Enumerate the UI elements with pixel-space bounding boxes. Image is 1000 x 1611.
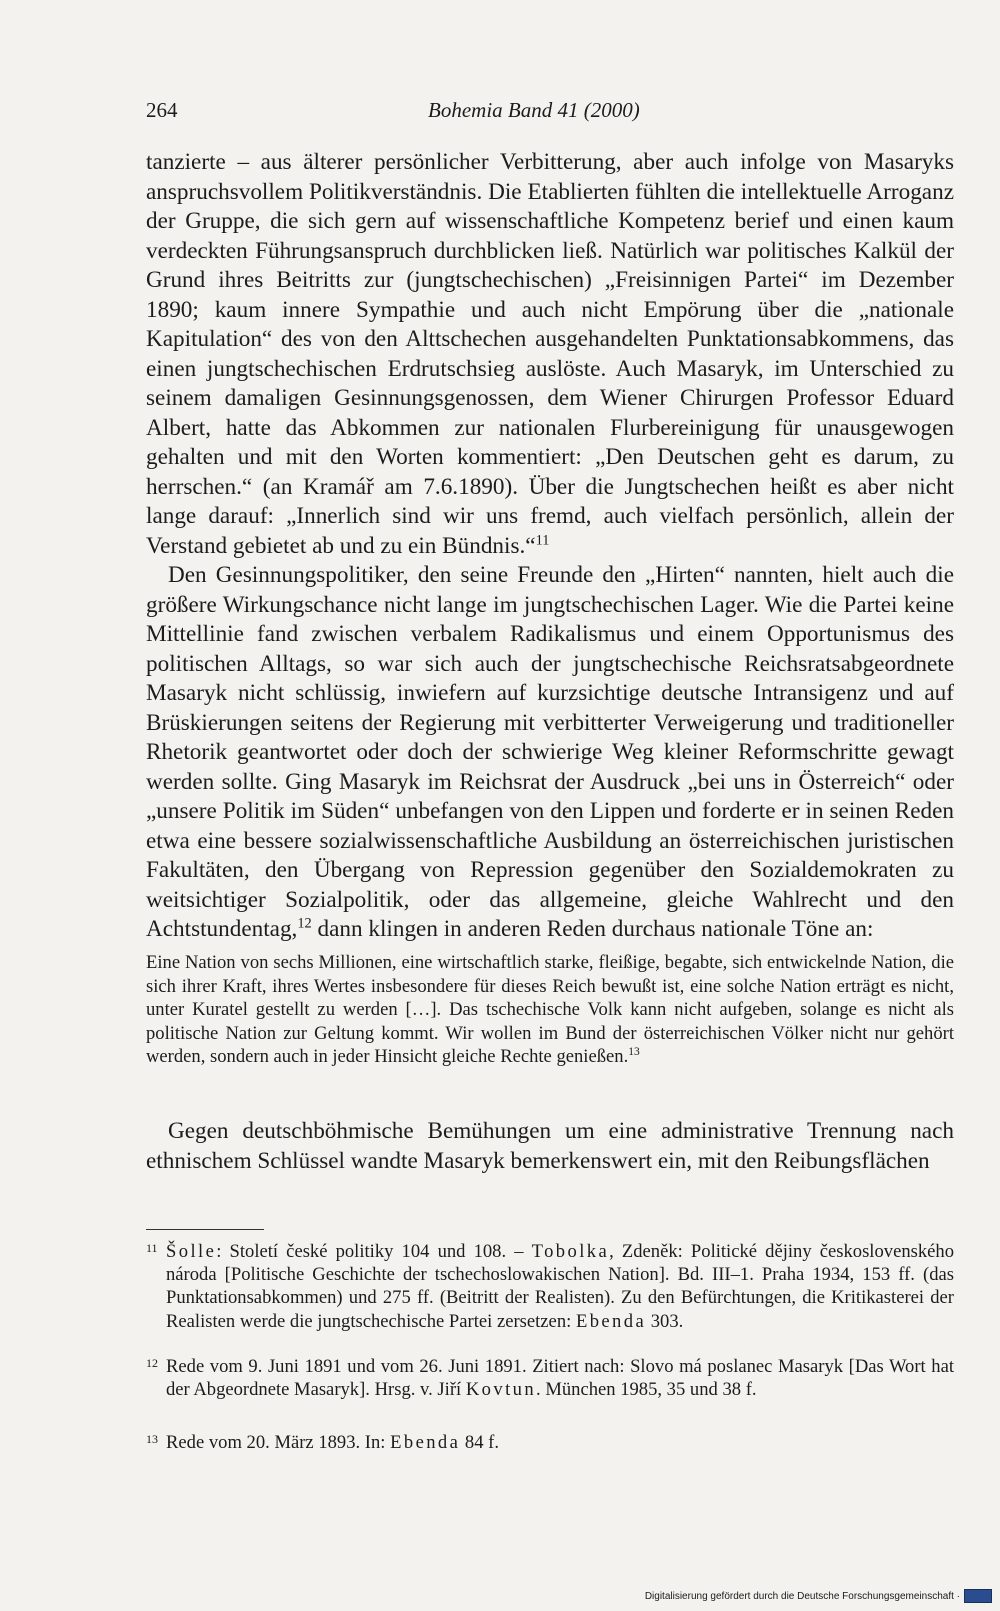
text-run: tanzierte – aus älterer persönlicher Verbitterung, aber auch infolge von Masaryks anspruchsvollem Politikverständnis. Die Etablierten fühlten die intellektuelle Arroganz der Gruppe, die sich gern auf wissenschaftliche Kompetenz berief und einen kaum verdeckten Führungsanspruch durchblicken ließ. Natürlich war politisches Kalkül der Grund ihres Beitritts zur (jungtschechischen) „Freisinnigen Partei“ im Dezember 1890; kaum innere Sympathie und auch nicht Empörung über die „nationale Kapitulation“ des von den Alttschechen ausgehandelten Punktationsabkommens, das einen jungtschechischen Erdrutschsieg auslöste. Auch Masaryk, im Unterschied zu seinem damaligen Gesinnungsgenossen, dem Wiener Chirurgen Professor Eduard Albert, hatte das Abkommen zur nationalen Flurbereinigung für unausgewogen gehalten und mit den Worten kommentiert: „Den Deutschen geht es darum, zu herrschen.“ (an Kramář am 7.6.1890). Über die Jungtschechen heißt es aber nicht lange darauf: „Innerlich sind wir uns fremd, auch vielfach persönlich, allein der Verstand gebietet ab und zu ein Bündnis.“ (146, 149, 954, 559)
journal-title: Bohemia Band 41 (2000) (428, 98, 640, 122)
quote-text (146, 951, 954, 1069)
footnote-reference: 12 (297, 915, 312, 932)
body-text-continued (146, 1117, 954, 1176)
spaced-author-name: Tobolka (531, 1241, 610, 1262)
body-text (146, 148, 954, 945)
spaced-author-name: Ebenda (390, 1432, 461, 1453)
text-run: . München 1985, 35 und 38 f. (536, 1379, 757, 1401)
digitization-note: Digitalisierung gefördert durch die Deutsche Forschungsgemeinschaft · (644, 1590, 960, 1602)
footnote-text (166, 1355, 954, 1401)
spaced-author-name: Šolle (166, 1241, 217, 1262)
paragraph-3 (146, 1117, 954, 1176)
text-run: Gegen deutschböhmische Bemühungen um eine administrative Trennung nach ethnischem Schlüssel wandte Masaryk bemerkenswert ein, mit den Reibungsflächen (146, 1118, 954, 1174)
text-run: 303. (646, 1310, 684, 1332)
text-run: 84 f. (460, 1432, 500, 1453)
digitization-footer (645, 1589, 992, 1603)
text-run: dann klingen in anderen Reden durchaus nationale Töne an: (311, 916, 874, 942)
footnote-text (166, 1431, 954, 1454)
footnote-separator (146, 1229, 264, 1230)
spaced-author-name: Kovtun (465, 1379, 537, 1401)
text-run: Eine Nation von sechs Millionen, eine wirtschaftlich starke, fleißige, begabte, sich entwickelnde Nation, die sich ihrer Kraft, ihres Wertes insbesondere für dieses Reich bewußt ist, eine solche Nation erträgt es nicht, unter Kuratel gestellt zu werden […]. Das tschechische Volk kann nicht aufgeben, solange es nicht als politische Nation zur Geltung kommt. Wir wollen im Bund der österreichischen Völker nicht nur gehört werden, sondern auch in jeder Hinsicht gleiche Rechte genießen. (146, 952, 954, 1068)
running-head (146, 98, 954, 128)
text-run: Den Gesinnungspolitiker, den seine Freunde den „Hirten“ nannten, hielt auch die größere Wirkungschance nicht lange im jungtschechischen Lager. Wie die Partei keine Mittellinie fand zwischen verbalem Radikalismus und einem Opportunismus des politischen Alltags, so war sich auch der jungtschechische Reichsratsabgeordnete Masaryk nicht schlüssig, inwiefern auf kurzsichtige deutsche Intransigenz und auf Brüskierungen seitens der Regierung mit verbitterter Verweigerung und traditioneller Rhetorik geantwortet oder doch der schwierige Weg kleiner Reformschritte gewagt werden sollte. Ging Masaryk im Reichsrat der Ausdruck „bei uns in Österreich“ oder „unsere Politik im Süden“ unbefangen von den Lippen und forderte er in seinen Reden etwa eine bessere sozialwissenschaftliche Ausbildung an österreichischen juristischen Fakultäten, den Übergang von Repression gegenüber den Sozialdemokraten zu weitsichtiger Sozialpolitik, oder das allgemeine, gleiche Wahlrecht und den Achtstundentag, (146, 562, 954, 942)
block-quote (146, 951, 954, 1069)
spaced-author-name: Ebenda (575, 1310, 647, 1332)
dfg-logo-icon (964, 1589, 992, 1603)
footnote (146, 1431, 954, 1454)
footnote-reference: 11 (535, 531, 550, 548)
paragraph-1 (146, 148, 954, 561)
footnote-reference: 13 (628, 1046, 640, 1059)
footnote-number: 13 (146, 1432, 158, 1446)
footnote (146, 1240, 954, 1333)
paragraph-2 (146, 561, 954, 945)
text-run: : Století české politiky 104 und 108. – (216, 1241, 532, 1262)
page-number: 264 (146, 98, 178, 122)
text-run: Rede vom 20. März 1893. In: (166, 1432, 391, 1453)
footnote-number: 11 (146, 1241, 158, 1255)
footnote (146, 1355, 954, 1401)
text-run: Rede vom 9. Juni 1891 und vom 26. Juni 1891. Zitiert nach: Slovo má poslanec Masaryk [Das Wort hat der Abgeordnete Masaryk]. Hrsg. v. Jiří (166, 1356, 954, 1401)
text-run: , Zdeněk: Politické dějiny československého národa [Politische Geschichte der tschechoslowakischen Nation]. Bd. III–1. Praha 1934, 153 ff. (das Punktationsabkommen) und 275 ff. (Beitritt der Realisten). Zu den Befürchtungen, die Kritikasterei der Realisten werde die jungtschechische Partei zersetzen: (166, 1241, 954, 1332)
footnote-text (166, 1240, 954, 1333)
footnote-number: 12 (146, 1356, 158, 1370)
